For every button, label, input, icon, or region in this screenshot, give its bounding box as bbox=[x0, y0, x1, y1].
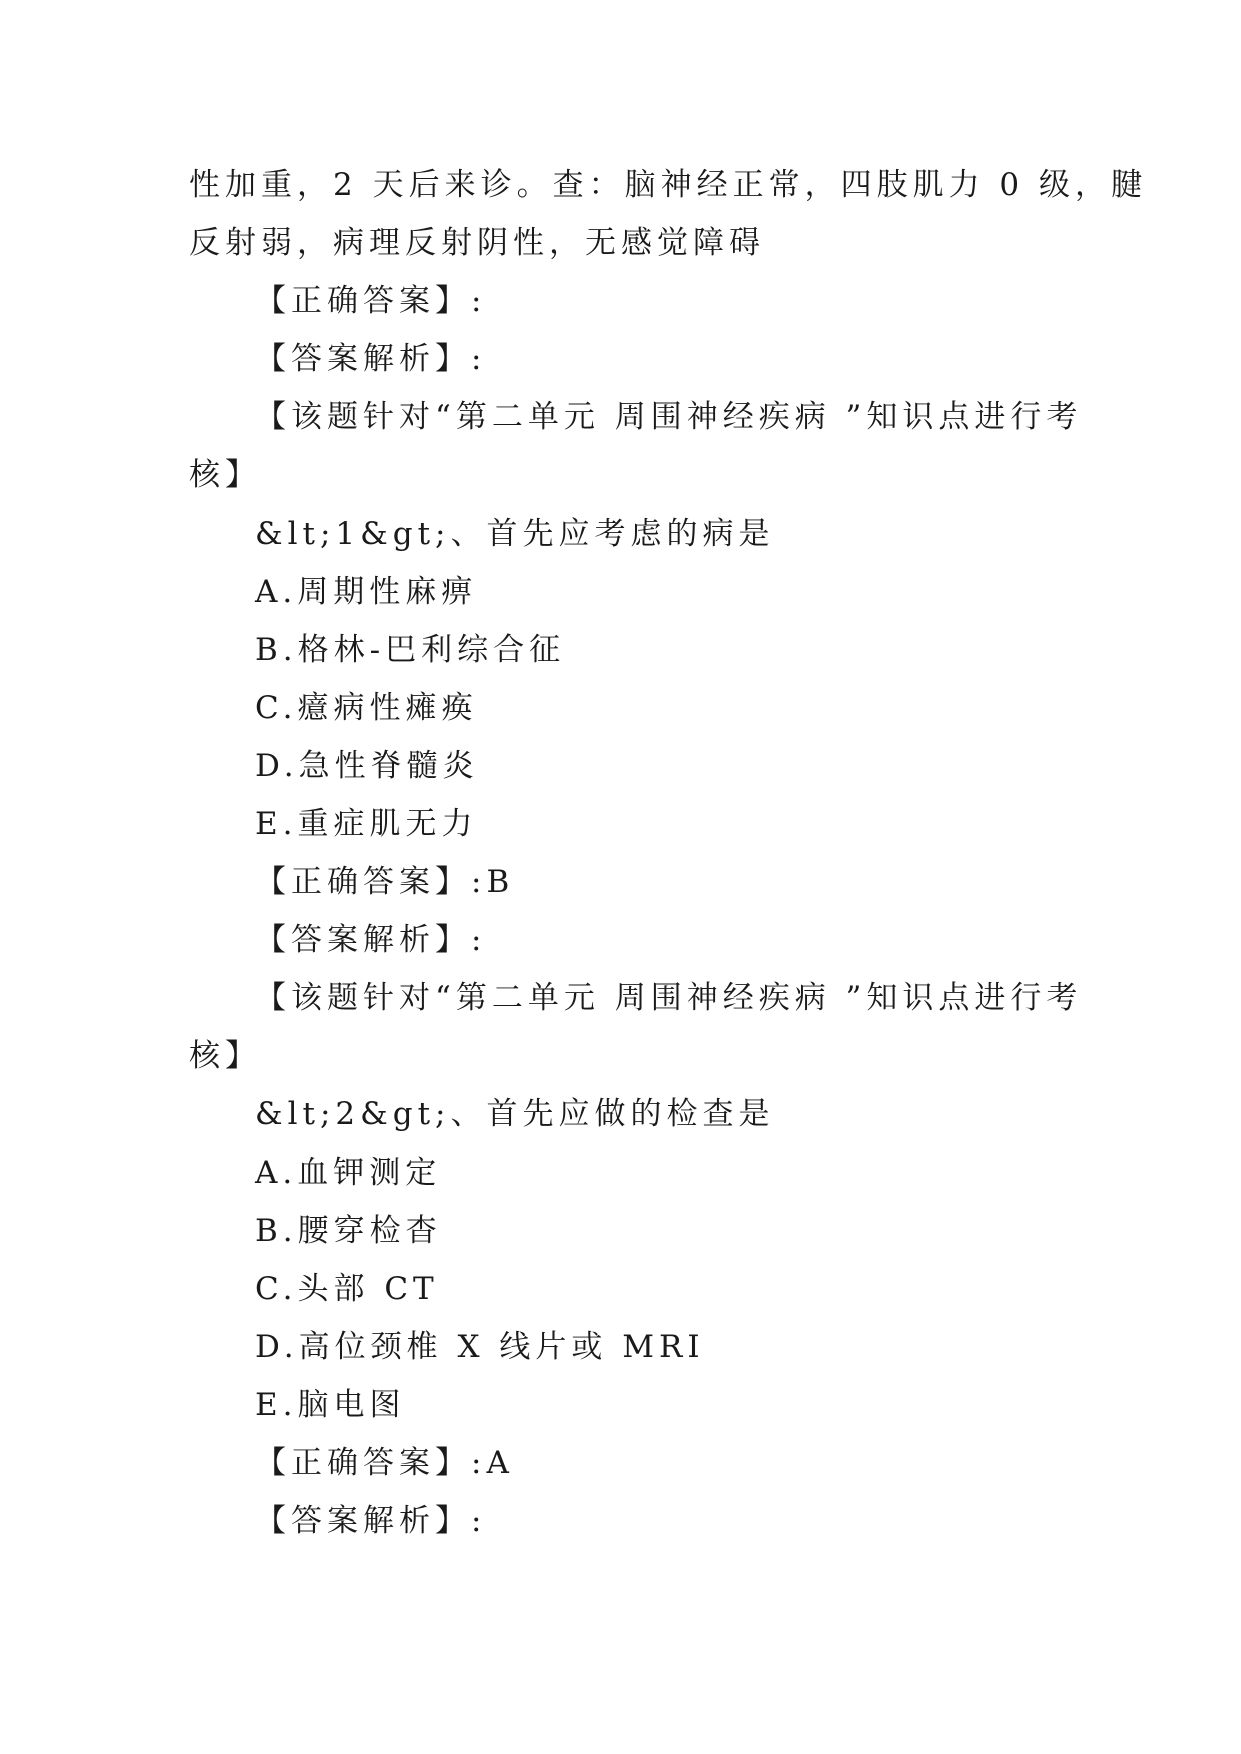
case-text-line-1: 性加重，2 天后来诊。查：脑神经正常，四肢肌力 0 级，腱 bbox=[189, 167, 1148, 203]
correct-answer-label: 【正确答案】: bbox=[255, 283, 487, 319]
q1-option-d: D.急性脊髓炎 bbox=[255, 748, 479, 784]
q1-knowledge-point-note: 【该题针对“第二单元 周围神经疾病 ”知识点进行考 bbox=[255, 980, 1083, 1016]
q2-answer-analysis: 【答案解析】: bbox=[255, 1503, 487, 1539]
q1-option-a: A.周期性麻痹 bbox=[255, 574, 478, 610]
knowledge-point-note: 【该题针对“第二单元 周围神经疾病 ”知识点进行考 bbox=[255, 399, 1083, 435]
answer-analysis-label: 【答案解析】: bbox=[255, 341, 487, 377]
q1-correct-answer: 【正确答案】:B bbox=[255, 864, 515, 900]
q2-option-a: A.血钾测定 bbox=[255, 1155, 442, 1191]
question-1: &lt;1&gt;、首先应考虑的病是 bbox=[255, 516, 775, 552]
case-text-line-2: 反射弱，病理反射阴性，无感觉障碍 bbox=[189, 225, 765, 261]
q1-option-e: E.重症肌无力 bbox=[255, 806, 478, 842]
q2-option-c: C.头部 CT bbox=[255, 1271, 439, 1307]
knowledge-point-note-end: 核】 bbox=[189, 457, 261, 493]
q1-knowledge-point-note-end: 核】 bbox=[189, 1038, 261, 1074]
q2-option-d: D.高位颈椎 X 线片或 MRI bbox=[255, 1329, 705, 1365]
q2-option-e: E.脑电图 bbox=[255, 1387, 406, 1423]
q2-correct-answer: 【正确答案】:A bbox=[255, 1445, 514, 1481]
question-2: &lt;2&gt;、首先应做的检查是 bbox=[255, 1096, 775, 1132]
q1-option-b: B.格林-巴利综合征 bbox=[255, 632, 566, 668]
q1-option-c: C.癔病性瘫痪 bbox=[255, 690, 478, 726]
q1-answer-analysis: 【答案解析】: bbox=[255, 922, 487, 958]
q2-option-b: B.腰穿检杳 bbox=[255, 1213, 442, 1249]
